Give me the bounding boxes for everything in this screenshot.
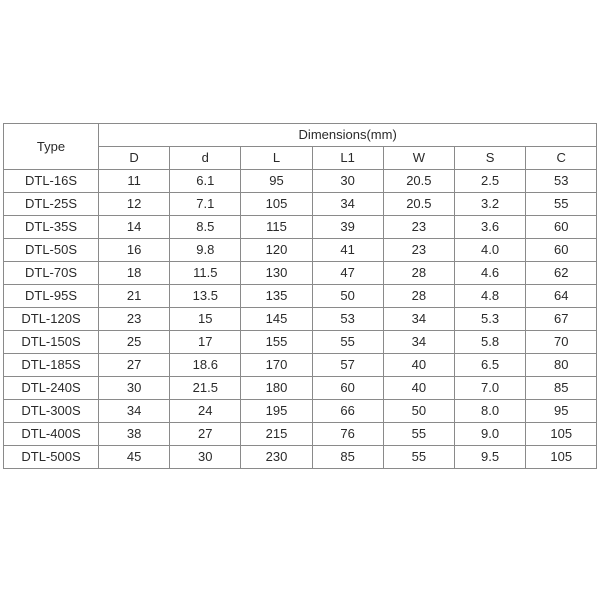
value-cell: 21.5 <box>170 377 241 400</box>
value-cell: 23 <box>99 308 170 331</box>
value-cell: 16 <box>99 239 170 262</box>
type-cell: DTL-185S <box>4 354 99 377</box>
value-cell: 13.5 <box>170 285 241 308</box>
dimensions-header: Dimensions(mm) <box>99 124 597 147</box>
value-cell: 23 <box>383 239 454 262</box>
column-header-c: C <box>526 147 597 170</box>
value-cell: 34 <box>312 193 383 216</box>
value-cell: 30 <box>170 446 241 469</box>
value-cell: 5.3 <box>454 308 525 331</box>
column-header-l1: L1 <box>312 147 383 170</box>
column-header-l: L <box>241 147 312 170</box>
value-cell: 105 <box>526 446 597 469</box>
column-header-s: S <box>454 147 525 170</box>
type-cell: DTL-25S <box>4 193 99 216</box>
value-cell: 7.1 <box>170 193 241 216</box>
value-cell: 8.5 <box>170 216 241 239</box>
value-cell: 9.0 <box>454 423 525 446</box>
value-cell: 62 <box>526 262 597 285</box>
type-cell: DTL-50S <box>4 239 99 262</box>
value-cell: 30 <box>312 170 383 193</box>
value-cell: 8.0 <box>454 400 525 423</box>
value-cell: 60 <box>312 377 383 400</box>
value-cell: 6.1 <box>170 170 241 193</box>
value-cell: 4.8 <box>454 285 525 308</box>
value-cell: 39 <box>312 216 383 239</box>
table-row <box>4 377 597 400</box>
value-cell: 120 <box>241 239 312 262</box>
value-cell: 230 <box>241 446 312 469</box>
table-body <box>4 170 597 469</box>
value-cell: 34 <box>383 308 454 331</box>
value-cell: 41 <box>312 239 383 262</box>
value-cell: 25 <box>99 331 170 354</box>
table-row <box>4 285 597 308</box>
value-cell: 3.6 <box>454 216 525 239</box>
column-header-w: W <box>383 147 454 170</box>
value-cell: 11.5 <box>170 262 241 285</box>
value-cell: 9.5 <box>454 446 525 469</box>
table-row <box>4 354 597 377</box>
value-cell: 115 <box>241 216 312 239</box>
type-cell: DTL-16S <box>4 170 99 193</box>
value-cell: 4.6 <box>454 262 525 285</box>
value-cell: 5.8 <box>454 331 525 354</box>
value-cell: 15 <box>170 308 241 331</box>
value-cell: 20.5 <box>383 193 454 216</box>
value-cell: 50 <box>383 400 454 423</box>
value-cell: 18.6 <box>170 354 241 377</box>
table-row <box>4 400 597 423</box>
value-cell: 55 <box>526 193 597 216</box>
value-cell: 85 <box>526 377 597 400</box>
table-row <box>4 331 597 354</box>
value-cell: 28 <box>383 262 454 285</box>
value-cell: 57 <box>312 354 383 377</box>
type-cell: DTL-150S <box>4 331 99 354</box>
type-cell: DTL-400S <box>4 423 99 446</box>
value-cell: 195 <box>241 400 312 423</box>
value-cell: 60 <box>526 216 597 239</box>
value-cell: 66 <box>312 400 383 423</box>
type-cell: DTL-70S <box>4 262 99 285</box>
table-row <box>4 216 597 239</box>
value-cell: 105 <box>241 193 312 216</box>
value-cell: 12 <box>99 193 170 216</box>
value-cell: 155 <box>241 331 312 354</box>
value-cell: 30 <box>99 377 170 400</box>
value-cell: 6.5 <box>454 354 525 377</box>
value-cell: 64 <box>526 285 597 308</box>
value-cell: 4.0 <box>454 239 525 262</box>
value-cell: 3.2 <box>454 193 525 216</box>
type-cell: DTL-35S <box>4 216 99 239</box>
value-cell: 40 <box>383 354 454 377</box>
value-cell: 21 <box>99 285 170 308</box>
value-cell: 27 <box>99 354 170 377</box>
value-cell: 14 <box>99 216 170 239</box>
value-cell: 180 <box>241 377 312 400</box>
table-row <box>4 170 597 193</box>
type-cell: DTL-240S <box>4 377 99 400</box>
value-cell: 85 <box>312 446 383 469</box>
table-row <box>4 262 597 285</box>
value-cell: 76 <box>312 423 383 446</box>
type-cell: DTL-300S <box>4 400 99 423</box>
value-cell: 34 <box>99 400 170 423</box>
value-cell: 28 <box>383 285 454 308</box>
value-cell: 40 <box>383 377 454 400</box>
value-cell: 53 <box>312 308 383 331</box>
table-row <box>4 446 597 469</box>
value-cell: 7.0 <box>454 377 525 400</box>
value-cell: 95 <box>526 400 597 423</box>
value-cell: 130 <box>241 262 312 285</box>
value-cell: 95 <box>241 170 312 193</box>
value-cell: 11 <box>99 170 170 193</box>
value-cell: 27 <box>170 423 241 446</box>
value-cell: 55 <box>383 423 454 446</box>
value-cell: 9.8 <box>170 239 241 262</box>
value-cell: 38 <box>99 423 170 446</box>
column-header-d: D <box>99 147 170 170</box>
value-cell: 105 <box>526 423 597 446</box>
value-cell: 170 <box>241 354 312 377</box>
value-cell: 80 <box>526 354 597 377</box>
column-header-d-small: d <box>170 147 241 170</box>
value-cell: 47 <box>312 262 383 285</box>
table-row <box>4 423 597 446</box>
type-cell: DTL-120S <box>4 308 99 331</box>
value-cell: 55 <box>312 331 383 354</box>
header-row-group <box>4 124 597 147</box>
value-cell: 34 <box>383 331 454 354</box>
value-cell: 70 <box>526 331 597 354</box>
value-cell: 215 <box>241 423 312 446</box>
value-cell: 67 <box>526 308 597 331</box>
type-header: Type <box>4 124 99 170</box>
value-cell: 17 <box>170 331 241 354</box>
value-cell: 18 <box>99 262 170 285</box>
table-row <box>4 239 597 262</box>
type-cell: DTL-500S <box>4 446 99 469</box>
value-cell: 45 <box>99 446 170 469</box>
dimensions-table <box>3 123 597 469</box>
value-cell: 135 <box>241 285 312 308</box>
table-row <box>4 308 597 331</box>
value-cell: 2.5 <box>454 170 525 193</box>
table-row <box>4 193 597 216</box>
value-cell: 55 <box>383 446 454 469</box>
value-cell: 23 <box>383 216 454 239</box>
value-cell: 20.5 <box>383 170 454 193</box>
value-cell: 50 <box>312 285 383 308</box>
value-cell: 145 <box>241 308 312 331</box>
value-cell: 53 <box>526 170 597 193</box>
value-cell: 60 <box>526 239 597 262</box>
value-cell: 24 <box>170 400 241 423</box>
type-cell: DTL-95S <box>4 285 99 308</box>
